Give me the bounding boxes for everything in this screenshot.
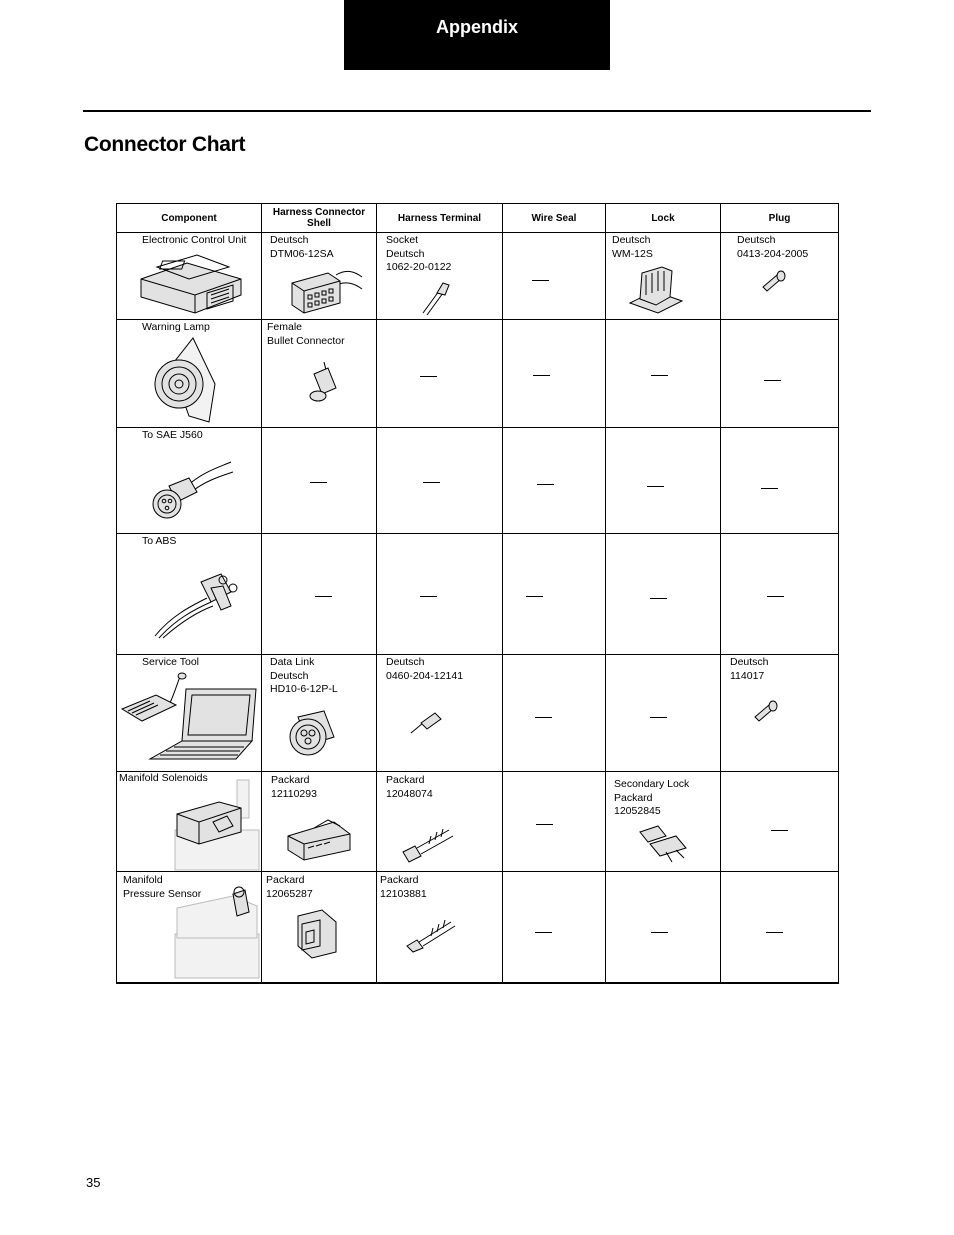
connector-chart-table <box>116 203 839 984</box>
table-header-row <box>117 204 839 233</box>
shell-label: Deutsch DTM06-12SA <box>270 234 334 260</box>
empty-dash <box>650 717 667 718</box>
appendix-tab-label: Appendix <box>435 17 518 37</box>
empty-dash <box>532 280 549 281</box>
table-row <box>117 772 839 872</box>
plug-label: Deutsch 0413-204-2005 <box>737 234 809 260</box>
shell-label: Packard 12065287 <box>266 874 313 900</box>
component-label: Service Tool <box>142 656 200 668</box>
terminal-label: Packard 12048074 <box>386 774 433 800</box>
empty-dash <box>423 482 440 483</box>
empty-dash <box>310 482 327 483</box>
shell-label: Female Bullet Connector <box>267 321 345 347</box>
empty-dash <box>537 484 554 485</box>
page-title: Connector Chart <box>84 133 246 156</box>
empty-dash <box>651 375 668 376</box>
table-row <box>117 428 839 534</box>
component-label: To SAE J560 <box>142 429 203 441</box>
empty-dash <box>650 598 667 599</box>
table-row <box>117 320 839 428</box>
data-link-connector-icon <box>284 707 344 765</box>
col-header-plug: Plug <box>721 204 839 233</box>
empty-dash <box>647 486 664 487</box>
col-header-shell-text: Harness Connector Shell <box>272 207 366 229</box>
ecu-illustration-icon <box>137 249 247 317</box>
harness-shell-icon <box>284 263 364 319</box>
empty-dash <box>420 596 437 597</box>
table-row <box>117 233 839 320</box>
empty-dash <box>764 380 781 381</box>
page-number: 35 <box>86 1175 101 1190</box>
plug-pin-icon <box>751 699 781 723</box>
terminal-label: Packard 12103881 <box>380 874 427 900</box>
shell-label: Data Link Deutsch HD10-6-12P-L <box>270 656 338 695</box>
service-tool-laptop-icon <box>120 669 260 765</box>
empty-dash <box>761 488 778 489</box>
warning-lamp-illustration-icon <box>149 336 239 426</box>
lock-label: Deutsch WM-12S <box>612 234 653 260</box>
lock-label: Secondary Lock Packard 12052845 <box>614 778 690 817</box>
header-rule <box>83 110 871 112</box>
component-label: To ABS <box>142 535 177 547</box>
empty-dash <box>767 596 784 597</box>
component-label: Manifold Solenoids <box>119 772 208 784</box>
empty-dash <box>315 596 332 597</box>
packard-sensor-shell-icon <box>292 908 342 962</box>
col-header-component: Component <box>117 204 262 233</box>
manifold-solenoid-icon <box>173 778 273 870</box>
abs-connector-icon <box>151 558 251 638</box>
packard-shell-icon <box>284 810 354 860</box>
component-label: Electronic Control Unit <box>142 234 247 246</box>
component-label: Manifold Pressure Sensor <box>123 874 202 900</box>
plug-pin-icon <box>759 269 789 293</box>
bullet-connector-icon <box>300 358 340 408</box>
table-row <box>117 655 839 772</box>
shell-label: Packard 12110293 <box>271 774 317 800</box>
empty-dash <box>535 717 552 718</box>
packard-sensor-terminal-icon <box>403 914 463 954</box>
col-header-lock: Lock <box>606 204 721 233</box>
empty-dash <box>766 932 783 933</box>
component-label: Warning Lamp <box>142 321 210 333</box>
table-row <box>117 872 839 983</box>
empty-dash <box>651 932 668 933</box>
packard-terminal-icon <box>399 822 459 866</box>
terminal-label: Deutsch 0460-204-12141 <box>386 656 464 682</box>
col-header-terminal: Harness Terminal <box>377 204 503 233</box>
pressure-sensor-icon <box>173 882 265 982</box>
col-header-shell <box>262 204 377 233</box>
empty-dash <box>533 375 550 376</box>
empty-dash <box>536 824 553 825</box>
table-row <box>117 534 839 655</box>
socket-terminal-icon <box>419 277 459 317</box>
empty-dash <box>420 376 437 377</box>
empty-dash <box>535 932 552 933</box>
empty-dash <box>771 830 788 831</box>
secondary-lock-icon <box>636 822 696 866</box>
terminal-label: Socket Deutsch 1062-20-0122 <box>386 234 452 273</box>
wedge-lock-icon <box>626 265 686 315</box>
pin-terminal-icon <box>407 709 447 739</box>
sae-j560-connector-icon <box>147 458 237 528</box>
appendix-tab <box>344 0 610 70</box>
plug-label: Deutsch 114017 <box>730 656 769 682</box>
col-header-seal: Wire Seal <box>503 204 606 233</box>
empty-dash <box>526 596 543 597</box>
